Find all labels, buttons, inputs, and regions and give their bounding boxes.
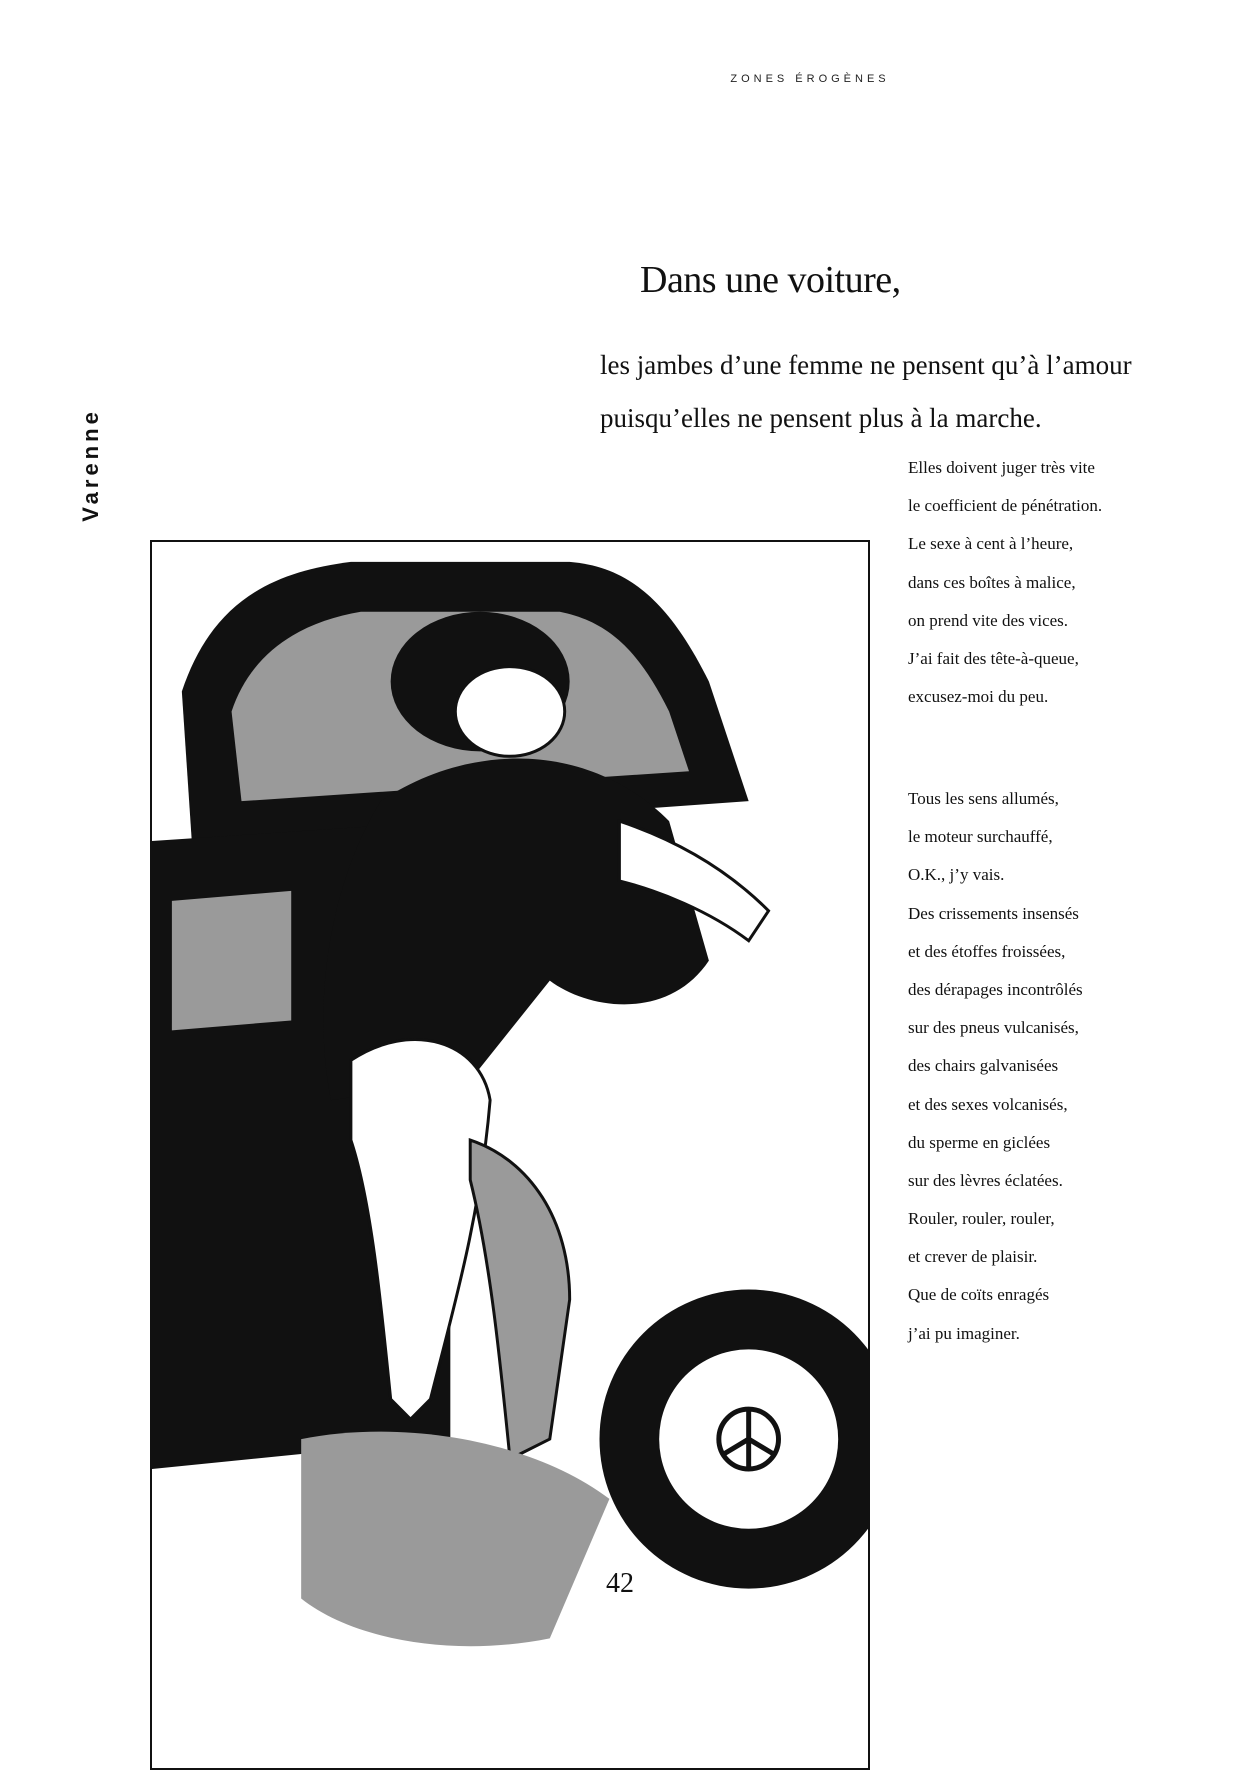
verse-line: excusez-moi du peu.: [908, 687, 1049, 707]
verse-line: sur des lèvres éclatées.: [908, 1170, 1063, 1190]
floor-shadow: [301, 1432, 609, 1647]
verse-line: Elles doivent juger très vite: [908, 458, 1095, 477]
verse-line: et crever de plaisir.: [908, 1247, 1038, 1267]
lead-line-2: puisqu’elles ne pensent plus à la marche.: [600, 403, 1042, 433]
verse-line: Que de coïts enragés: [908, 1285, 1050, 1305]
verse-stanza-2: [908, 780, 1083, 1353]
verse-line: on prend vite des vices.: [908, 610, 1069, 630]
verse-line: O.K., j’y vais.: [908, 865, 1005, 885]
verse-line: J’ai fait des tête-à-queue,: [908, 648, 1079, 668]
verse-stanza-1: [908, 449, 1102, 716]
side-label-text: Varenne: [78, 408, 103, 522]
verse-line: Tous les sens allumés,: [908, 789, 1059, 808]
verse-line: des dérapages incontrôlés: [908, 979, 1083, 999]
lead-line-1: les jambes d’une femme ne pensent qu’à l’amour: [600, 350, 1132, 380]
verse-line: du sperme en giclées: [908, 1132, 1051, 1152]
side-label: [76, 410, 106, 520]
verse-line: j’ai pu imaginer.: [908, 1323, 1020, 1343]
verse-line: sur des pneus vulcanisés,: [908, 1018, 1079, 1038]
verse-line: le coefficient de pénétration.: [908, 496, 1103, 516]
poem-title: Dans une voiture,: [640, 259, 901, 301]
verse-line: et des étoffes froissées,: [908, 941, 1066, 961]
verse-line: Rouler, rouler, rouler,: [908, 1209, 1055, 1229]
woman-face: [455, 667, 564, 757]
running-head: ZONES ÉROGÈNES: [730, 73, 890, 85]
verse-line: le moteur surchauffé,: [908, 827, 1053, 847]
woman-stocking: [470, 1140, 569, 1459]
verse-line: des chairs galvanisées: [908, 1056, 1059, 1076]
verse-line: et des sexes volcanisés,: [908, 1094, 1068, 1114]
verse-line: dans ces boîtes à malice,: [908, 572, 1076, 592]
verse-line: Des crissements insensés: [908, 903, 1079, 923]
page-number: 42: [606, 1568, 634, 1599]
verse-line: Le sexe à cent à l’heure,: [908, 534, 1074, 554]
door-panel: [172, 891, 291, 1031]
